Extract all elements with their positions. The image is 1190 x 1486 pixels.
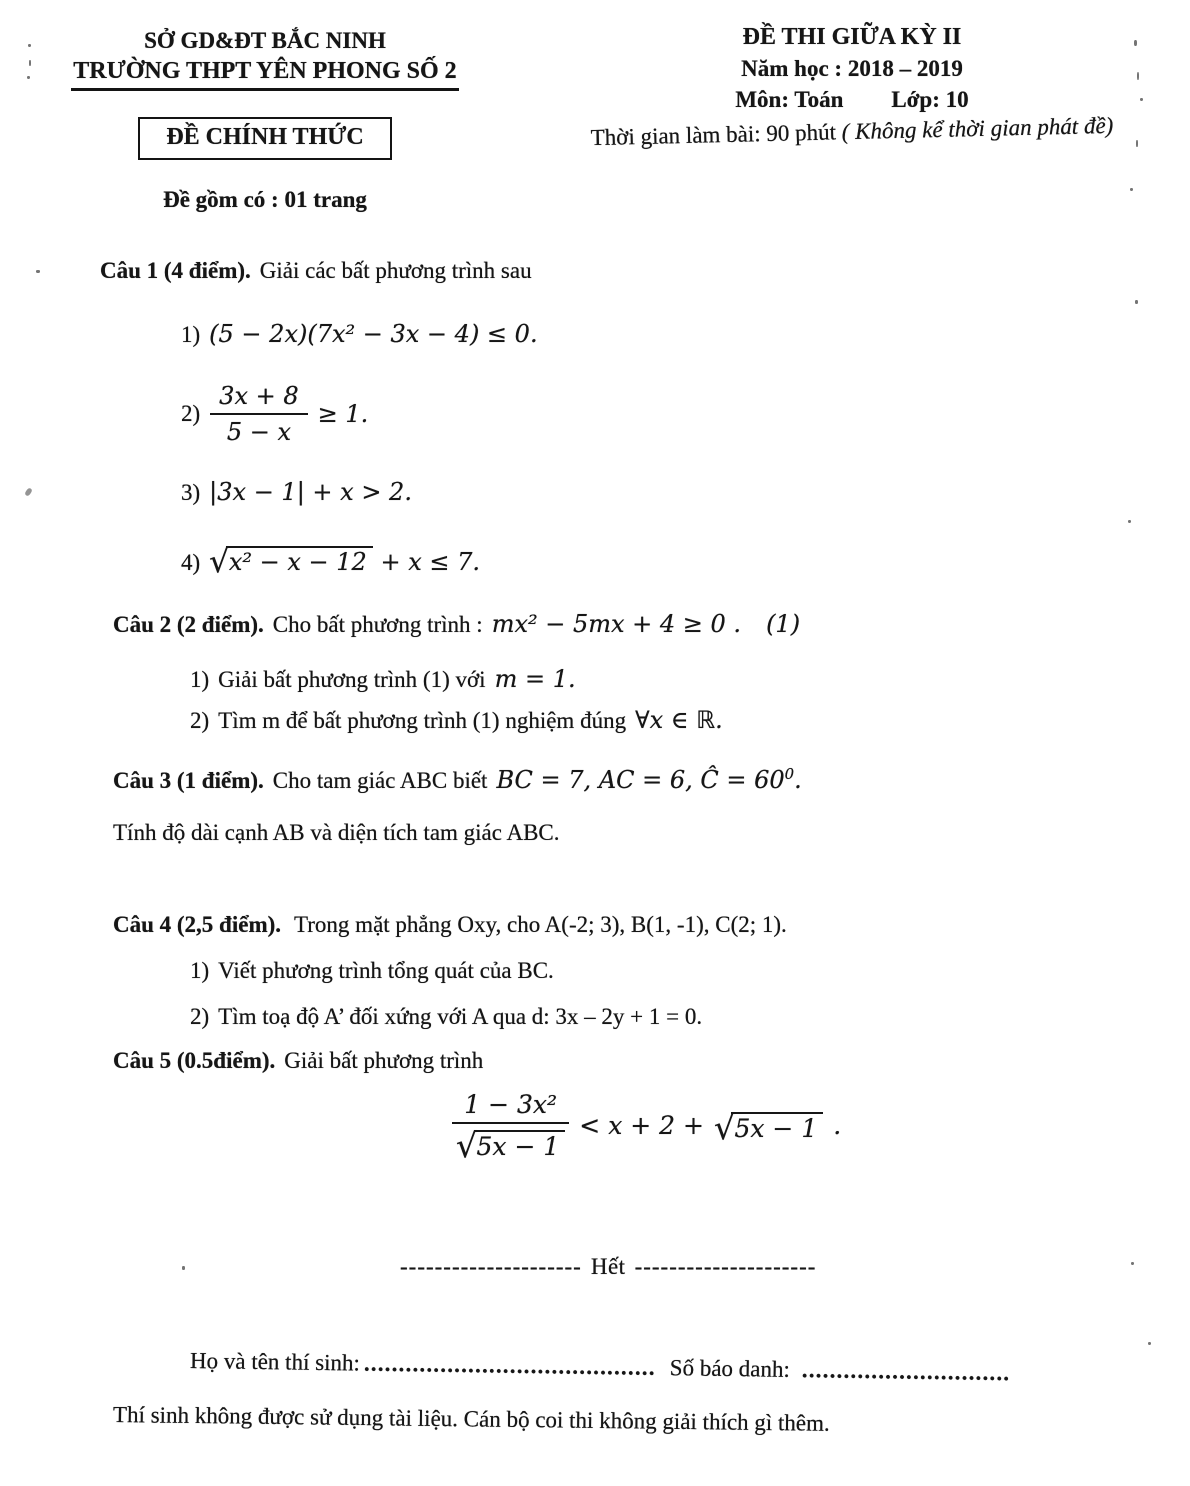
q1-item-2-fraction	[210, 382, 307, 446]
radical-sign: √	[456, 1126, 478, 1165]
q2-item-2	[190, 706, 723, 734]
q5-fraction-numerator: 1 − 3x²	[452, 1090, 569, 1124]
q2-item-2-math: ∀x ∈ ℝ.	[635, 706, 723, 734]
question-3-line2: Tính độ dài cạnh AB và diện tích tam giác ABC.	[113, 820, 560, 845]
q1-item-4-rest: + x ≤ 7.	[380, 548, 481, 576]
school-year: Năm học : 2018 – 2019	[741, 56, 963, 81]
school-name: TRƯỜNG THPT YÊN PHONG SỐ 2	[71, 56, 458, 91]
question-3	[113, 765, 802, 794]
radical-sign: √	[713, 1107, 735, 1147]
question-5	[113, 1048, 483, 1074]
scan-artifact	[1140, 98, 1143, 101]
candidate-name-dotted-line: ..........................................	[363, 1350, 656, 1380]
q1-item-1	[181, 320, 538, 348]
question-1-intro: Giải các bất phương trình sau	[259, 258, 532, 283]
q4-item-1-text: Viết phương trình tổng quát của BC.	[218, 958, 554, 983]
exam-title: ĐỀ THI GIỮA KỲ II	[742, 24, 962, 50]
q2-item-2-number: 2)	[190, 708, 210, 733]
q2-item-1-math: m = 1.	[494, 665, 576, 693]
question-3-intro: Cho tam giác ABC biết	[272, 768, 488, 793]
q1-item-1-number: 1)	[181, 322, 201, 347]
radical	[713, 1107, 823, 1147]
page-count-note: Đề gồm có : 01 trang	[163, 187, 367, 212]
candidate-name-label: Họ và tên thí sinh:	[189, 1348, 361, 1376]
scan-artifact	[1135, 300, 1138, 304]
q1-item-3-number: 3)	[181, 480, 201, 505]
exam-rules-note: Thí sinh không được sử dụng tài liệu. Cán bộ coi thi không giải thích gì thêm.	[112, 1402, 830, 1436]
q1-item-3	[181, 478, 412, 506]
q4-item-2-text: Tìm toạ độ A’ đối xứng với A qua d: 3x – 2y + 1 = 0.	[218, 1004, 703, 1029]
q2-item-1-number: 1)	[190, 667, 210, 692]
radical	[456, 1126, 565, 1165]
end-dashes-right: ---------------------	[634, 1254, 817, 1279]
q5-relation: < x + 2 +	[579, 1111, 704, 1140]
q1-item-4-expression	[209, 544, 481, 580]
scan-artifact	[36, 270, 40, 273]
q1-item-2-relation: ≥ 1.	[317, 400, 369, 428]
scan-artifact	[27, 76, 30, 79]
scan-artifact	[28, 44, 31, 47]
candidate-id-dotted-line: ..............................	[801, 1357, 1011, 1386]
scan-artifact	[1134, 40, 1137, 46]
q4-item-2	[190, 1004, 702, 1030]
header-right-block	[528, 24, 1176, 151]
scan-artifact	[1148, 1342, 1151, 1345]
q5-period: .	[833, 1111, 842, 1140]
official-exam-box: ĐỀ CHÍNH THỨC	[138, 117, 391, 160]
q3-math-base: BC = 7, AC = 6, Ĉ = 60	[496, 766, 785, 794]
q3-math-superscript: 0	[784, 765, 795, 783]
question-5-intro: Giải bất phương trình	[284, 1048, 484, 1073]
q5-fraction	[452, 1090, 569, 1165]
q2-item-1-text: Giải bất phương trình (1) với	[218, 667, 486, 692]
q1-item-4	[181, 544, 481, 580]
q1-item-2-number: 2)	[181, 401, 201, 426]
question-5-formula	[452, 1090, 842, 1165]
q4-item-2-number: 2)	[190, 1004, 210, 1029]
scan-artifact	[1128, 520, 1131, 523]
question-4-intro: Trong mặt phẳng Oxy, cho A(-2; 3), B(1, -1), C(2; 1).	[294, 912, 787, 937]
candidate-info-line	[190, 1348, 1011, 1386]
fraction-numerator: 3x + 8	[210, 382, 307, 415]
question-4-label: Câu 4 (2,5 điểm).	[113, 912, 282, 937]
radical-sign: √	[209, 544, 230, 580]
radical	[209, 544, 373, 580]
scan-artifact	[29, 60, 31, 66]
exam-duration: Thời gian làm bài: 90 phút	[590, 119, 837, 151]
q5-fraction-denominator	[452, 1124, 569, 1165]
end-dashes-left: ---------------------	[400, 1254, 582, 1279]
q2-item-2-text: Tìm m để bất phương trình (1) nghiệm đúng	[218, 708, 627, 733]
grade: Lớp: 10	[891, 87, 969, 112]
scan-artifact	[1137, 72, 1139, 80]
question-1	[100, 258, 532, 284]
q4-item-1-number: 1)	[190, 958, 210, 983]
scan-artifact	[1130, 188, 1133, 191]
question-2	[113, 610, 800, 638]
q1-item-2	[181, 382, 368, 446]
scan-artifact	[1131, 1262, 1134, 1265]
q4-item-1	[190, 958, 554, 984]
scan-artifact	[24, 487, 33, 496]
duration-note: ( Không kể thời gian phát đề)	[841, 112, 1114, 145]
q1-item-3-expression: |3x − 1| + x > 2.	[209, 478, 412, 506]
question-3-label: Câu 3 (1 điểm).	[113, 768, 264, 793]
question-2-intro: Cho bất phương trình :	[272, 612, 483, 637]
question-2-label: Câu 2 (2 điểm).	[113, 612, 264, 637]
scan-artifact	[182, 1266, 185, 1270]
end-word: Hết	[590, 1254, 626, 1279]
radicand: x² − x − 12	[226, 546, 373, 575]
q1-item-1-expression: (5 − 2x)(7x² − 3x − 4) ≤ 0.	[209, 320, 538, 348]
candidate-id-label: Số báo danh:	[669, 1355, 791, 1382]
radicand: 5x − 1	[731, 1112, 823, 1143]
fraction-denominator: 5 − x	[226, 418, 291, 446]
q3-math-period: .	[794, 766, 802, 794]
question-1-label: Câu 1 (4 điểm).	[100, 258, 251, 283]
end-of-exam-line	[400, 1254, 816, 1280]
equation-tag: (1)	[766, 610, 801, 638]
department-name: SỞ GD&ĐT BẮC NINH	[144, 28, 386, 53]
question-3-math	[496, 765, 801, 794]
radicand: 5x − 1	[474, 1130, 566, 1161]
subject: Môn: Toán	[735, 87, 844, 112]
scan-artifact	[1136, 140, 1138, 147]
question-4	[113, 912, 787, 938]
question-5-label: Câu 5 (0.5điểm).	[113, 1048, 276, 1073]
question-2-expression: mx² − 5mx + 4 ≥ 0 .	[491, 610, 742, 638]
header-left-block	[55, 28, 475, 213]
q1-item-4-number: 4)	[181, 550, 201, 575]
q2-item-1	[190, 665, 576, 693]
